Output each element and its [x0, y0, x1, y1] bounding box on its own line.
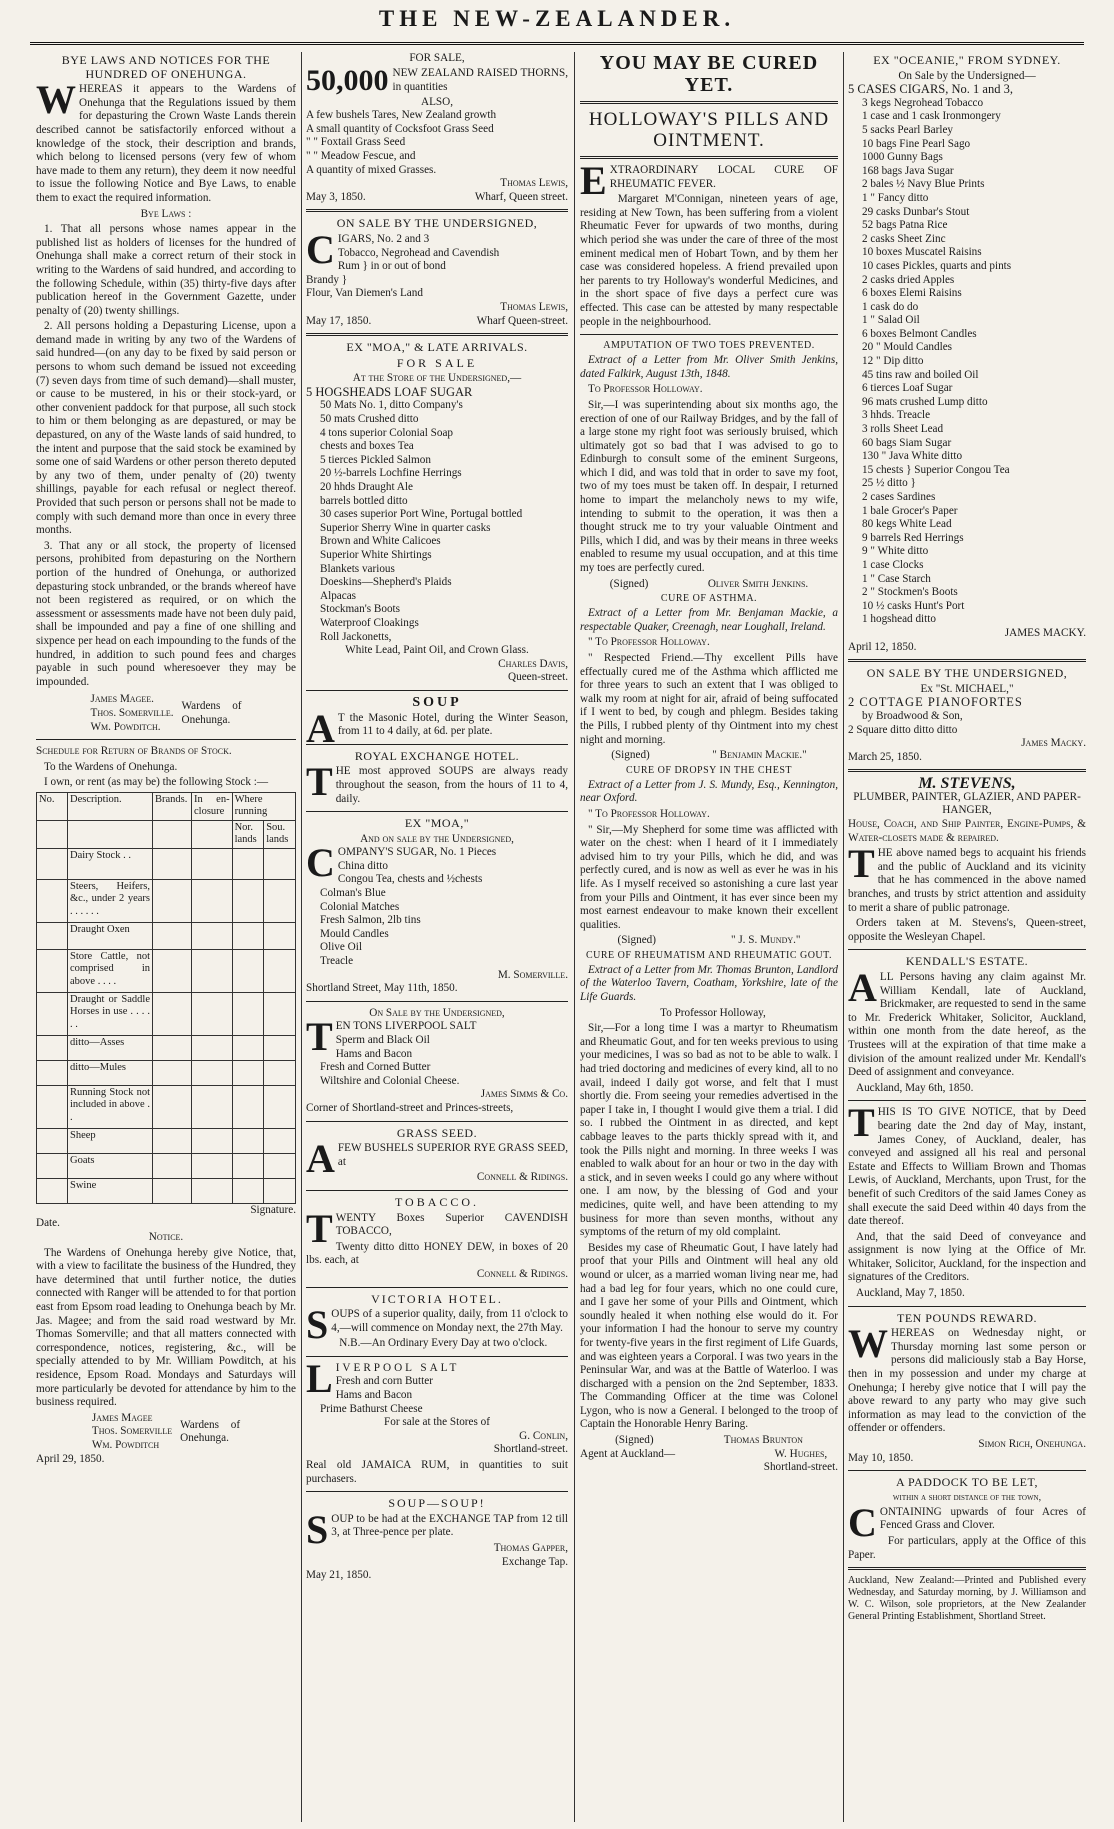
liverpool-salt-ad-2: LIVERPOOL SALT — [306, 1355, 460, 1401]
notice-body: The Wardens of Onehunga hereby give Notice, that, with a view to facilitate the business of the Hundred, they have determined that until further notice, the duties connected with Ranger will be attended to for that portion east from Epsom road leading to Onehunga beach by Mr. Jas. Magee; and from the said road westward by Mr. Thomas Somerville; and that all matters connected with correspondence, notices, registering, &c., will be specially attended to by Mr. William Powditch, at his residence, Epsom Road. Mondays and Saturdays will more particularly be devoted for attendance by him to the business required. — [36, 1246, 296, 1409]
masthead-rule — [30, 42, 1084, 45]
column-1 — [36, 52, 296, 1822]
cigars-heading: 5 CASES CIGARS, No. 1 and 3, — [848, 82, 1013, 97]
bye-law-3: 3. That any or all stock, the property of licensed persons, prohibited from depasturing on the Northern portion of the hundred of Onehunga, or authorized depasturing stock unbranded, or the brands whereof have not been registered as required, or on which the assessment or assessments made have not been duly paid, shall be impounded and pay a fine of one shilling and sixpence per head on each impounding to the funds of the hundred, in addition to such pound fees and charges payable in such pound wheresoever they may be impounded. — [36, 539, 296, 688]
stevens-ad: THE above named begs to acquaint his friends and the public of Auckland and its vicinity that he has commenced in the above named branches, and trusts by strict attention and assiduity to merit a share of public patronage. — [848, 841, 1086, 914]
grass-seed-ad: AFEW BUSHELS SUPERIOR RYE GRASS SEED, at — [306, 1136, 568, 1182]
notice-signature-block: James Magee Thos. Somerville Wm. Powditch Wardens of Onehunga. — [91, 1411, 241, 1451]
schedule-own: I own, or rent (as may be) the following Stock :— — [44, 776, 269, 789]
holloway-subhead: EXTRAORDINARY LOCAL CURE OF RHEUMATIC FEVER. — [580, 158, 838, 203]
table-row: ditto—Asses — [37, 1035, 296, 1060]
schedule-to: To the Wardens of Onehunga. — [44, 760, 178, 773]
bye-law-1: 1. That all persons whose names appear in the published list as holders of licenses for the hundred of Onehunga shall make a correct return of their stock in writing to the Wardens of said hundred, and according to the following Schedule, within (35) thirty-five days after publication hereof in the Government Gazette, under penalty of (20) twenty shillings. — [36, 223, 296, 317]
reward-notice: WHEREAS on Wednesday night, or Thursday morning last some person or persons did maliciously stab a Bay Horse, then in my possession and under my charge at Onehunga; I hereby give notice that I will pay the above reward to any party who may give such information as may lead to the conviction of the offender or offenders. — [848, 1321, 1086, 1435]
victoria-hotel-ad: SOUPS of a superior quality, daily, from 11 o'clock to 4,—will commence on Monday next, the 27th May. — [306, 1302, 568, 1348]
table-signature: Signature. — [250, 1203, 296, 1216]
oceanie-items-list: 3 kegs Negrohead Tobacco 1 case and 1 cask Ironmongery 5 sacks Pearl Barley 10 bags Fine Pearl Sago 1000 Gunny Bags 168 bags Java Sugar 2 bales ½ Navy Blue Prints 1 " Fancy ditto 29 casks Dunbar's Stout 52 bags Patna Rice 2 casks Sheet Zinc 10 boxes Muscatel Raisins 10 cases Pickles, quarts and pints 2 casks dried Apples 6 boxes Elemi Raisins 1 cask do do 1 " Salad Oil 6 boxes Belmont Candles 20 " Mould Candles 12 " Dip ditto 45 tins raw and boiled Oil 6 tierces Loaf Sugar 96 mats crushed Lump ditto 3 hhds. Treacle 3 rolls Sheet Lead 60 bags Siam Sugar 130 " Java White ditto 15 chests } Superior Congou Tea 25 ½ ditto } 2 cases Sardines 1 bale Grocer's Paper 80 kegs White Lead 9 barrels Red Herrings 9 " White ditto 1 case Clocks 1 " Case Starch 2 " Stockmen's Boots 10 ½ casks Hunt's Port 1 hogshead ditto — [862, 96, 1012, 626]
stevens-heading: M. STEVENS, — [918, 775, 1016, 793]
bye-laws-intro: WHEREAS it appears to the Wardens of Onehunga that the Regulations issued by them for depasturing the Crown Waste Lands therein described cannot be satisfactorily enforced without a knowledge of the stock, their description and brands, which belong to licensed persons (very few of whom have made to them any return), they deem it now needful to issue the following Notice and Bye Laws, to enable them to exact the required information. — [36, 77, 296, 204]
liverpool-salt-ad: TEN TONS LIVERPOOL SALT — [306, 1014, 477, 1060]
holloway-headline: YOU MAY BE CURED YET. — [599, 52, 819, 96]
coney-deed-notice: THIS IS TO GIVE NOTICE, that by Deed bearing date the 2nd day of May, instant, James Coney, of Auckland, dealer, has conveyed and assigned all his real and personal Estate and Effects to William Brown and Thomas Lewis, of Auckland, Merchants, upon Trust, for the benefit of such Creditors of the said James Coney as shall execute the said Deed within 40 days from the date thereof. — [848, 1100, 1086, 1228]
company-sugar-ad: COMPANY'S SUGAR, No. 1 Pieces — [306, 840, 497, 886]
column-4: EX "OCEANIE," FROM SYDNEY. On Sale by the Undersigned— 5 CASES CIGARS, No. 1 and 3, 3 kegs Negrohead Tobacco 1 case and 1 cask Ironmongery 5 sacks Pearl Barley 10 bags Fine Pearl Sago 1000 Gunny Bags 168 bags Java Sugar 2 bales ½ Navy Blue Prints 1 " Fancy ditto 29 casks Dunbar's Stout 52 bags Patna Rice 2 casks Sheet Zinc 10 boxes Muscatel Raisins 10 cases Pickles, quarts and pints 2 casks dried Apples 6 boxes Elemi Raisins 1 cask do do 1 " Salad Oil 6 boxes Belmont Candles 20 " Mould Candles 12 " Dip ditto 45 tins raw and boiled Oil 6 tierces Loaf Sugar 96 mats crushed Lump ditto 3 hhds. Treacle 3 rolls Sheet Lead 60 bags Siam Sugar 130 " Java White ditto 15 chests } Superior Congou Tea 25 ½ ditto } 2 cases Sardines 1 bale Grocer's Paper 80 kegs White Lead 9 barrels Red Herrings 9 " White ditto 1 case Clocks 1 " Case Starch 2 " Stockmen's Boots 10 ½ casks Hunt's Port 1 hogshead ditto JAMES MACKY. April 12, 1850. ON SALE BY THE UNDERSIGNED, Ex "St. MICHAEL," 2 COTTAGE PIANOFORTES by Broadwood & Son, 2 Square ditto ditto ditto James Macky. March 25, 1850. M. STEVENS, PLUMBER, PAINTER, GLAZIER, AND PAPER-HANGER, House, Coach, and Ship Painter, Engine-Pumps, & Water-closets made & repaired. THE above named begs to acquaint his friends and the public of Auckland and its vicinity that he has commenced in the above named branches, and trusts by strict attention and assiduity to merit a share of public patronage. Orders taken at M. Stevens's, Queen-street, opposite the Wesleyan Chapel. KENDALL'S ESTATE. ALL Persons having any claim against Mr. William Kendall, late of Auckland, Brickmaker, are requested to send in the same to Mr. Frederick Whitaker, Solicitor, Auckland, within one month from the date hereof, as the Trustees will at the expiration of that time make a division of the amount realized under Mr. Kendall's Deed of assignment and conveyance. Auckland, May 6th, 1850. THIS IS TO GIVE NOTICE, that by Deed bearing date the 2nd day of May, instant, James Coney, of Auckland, dealer, has conveyed and assigned all his real and personal Estate and Effects to William Brown and Thomas Lewis, of Auckland, Merchants, upon Trust, for the benefit of such Creditors of the said James Coney as shall execute the said Deed within 40 days from the date thereof. And, that the said Deed of conveyance and assignment is now lying at the Office of Mr. Whitaker, Solicitor, Auckland, for the inspection and signatures of the Creditors. Auckland, May 7, 1850. TEN POUNDS REWARD. WHEREAS on Wednesday night, or Thursday morning last some person or persons did maliciously stab a Bay Horse, then in my possession and under my charge at Onehunga; I hereby give notice that I will pay the above reward to any party who may give such information as may lead to the conviction of the offender or offenders. Simon Rich, Onehunga. May 10, 1850. A PADDOCK TO BE LET, within a short distance of the town, CONTAINING upwards of four Acres of Fenced Grass and Clover. For particulars, apply at the Office of this Paper. Auckland, New Zealand:—Printed and Published every Wednesday, and Saturday morning, by J. Williamson and W. C. Wilson, sole proprietors, at the New Zealander General Printing Establishment, Shortland Street. — [848, 53, 1086, 1623]
schedule-heading: Schedule for Return of Brands of Stock. — [36, 745, 232, 758]
column-3: YOU MAY BE CURED YET. HOLLOWAY'S PILLS AND OINTMENT. EXTRAORDINARY LOCAL CURE OF RHEUMATIC FEVER. Margaret M'Connigan, nineteen years of age, residing at New Town, has been suffering from a violent Rheumatic Fever for upwards of two months, during which period she was under the care of three of the most eminent medical men of Hobart Town, and by them her case was considered hopeless. A friend prevailed upon her parents to try Holloway's wonderful Medicines, and in the short space of five days a perfect cure was effected. This case can be attested by many respectable people in the neighbourhood. AMPUTATION OF TWO TOES PREVENTED. Extract of a Letter from Mr. Oliver Smith Jenkins, dated Falkirk, August 13th, 1848. To Professor Holloway. Sir,—I was superintending about six months ago, the erection of one of our Railway Bridges, and by the fall of a large stone my right foot was seriously bruised, which ultimately got so bad that I was advised to go to Edinburgh to consult some of the eminent Surgeons, which I did, and was told that in order to save my foot, two of my toes must be taken off. In despair, I returned home to impart the melancholy news to my wife, intending to submit to the operation, it was then a thought struck me to try your valuable Ointment and Pills, which I did, and was by their means in three weeks enabled to resume my usual occupation, and at this time my toes are perfectly cured. (Signed) Oliver Smith Jenkins. CURE OF ASTHMA. Extract of a Letter from Mr. Benjaman Mackie, a respectable Quaker, Creenagh, near Loughall, Ireland. " To Professor Holloway. " Respected Friend.—Thy excellent Pills have effectually cured me of the Asthma which afflicted me for three years to such an extent that I was obliged to walk my room at night for air, afraid of being suffocated if I went to bed, by cough and phlegm. Besides taking the Pills, I rubbed plenty of thy Ointment into my chest night and morning. (Signed) " Benjamin Mackie." CURE OF DROPSY IN THE CHEST Extract of a Letter from J. S. Mundy, Esq., Kennington, near Oxford. " To Professor Holloway. " Sir,—My Shepherd for some time was afflicted with water on the chest: when I heard of it I immediately advised him to try your Pills, which he did, and was perfectly cured, and is now as well as ever he was in his life. As I myself received so astonishing a cure last year from your Pills and Ointment, it has ever since been my most earnest endeavour to make known their excellent qualities. (Signed) " J. S. Mundy." CURE OF RHEUMATISM AND RHEUMATIC GOUT. Extract of a Letter from Mr. Thomas Brunton, Landlord of the Waterloo Tavern, Coatham, Yorkshire, late of the Life Guards. To Professor Holloway, Sir,—For a long time I was a martyr to Rheumatism and Rheumatic Gout, and for ten weeks previous to using your medicines, I was so bad as not to be able to walk. I had tried doctoring and medicines of every kind, all to no avail, indeed I daily got worse, and felt that I must shortly die. From seeing your remedies advertised in the paper I take in, I thought I would give them a trial. I did so. I rubbed the Ointment in as directed, and kept cabbage leaves to the parts thickly spread with it, and took the Pills night and morning. In three weeks I was enabled to walk about for an hour or two in the day with a stick, and in seven weeks I could go any where without one. I am now, by the blessing of God and your medicines, quite well, and have been attending to my business for more than seven months, without any symptoms of the return of my old complaint. Besides my case of Rheumatic Gout, I have lately had proof that your Pills and Ointment will heal any old wound or ulcer, as a married woman living near me, had had a bad leg for four years, which no one could cure, and I gave her some of your Pills and Ointment, which soundly healed it when nothing else would do it. For your information I had the honour to serve my country for twenty-five years in the first regiment of Life Guards, and was eighteen years a Corporal. I was two years in the Peninsular War, and was at the Battle of Waterloo. I was discharged with a pension on the 2nd September, 1833. The Commanding Officer at the time was Colonel Lygon, who is now a General. I belonged to the troop of Captain the Honorable Henry Baring. (Signed) Thomas Brunton Agent at Auckland— W. Hughes, Shortland-street. — [580, 52, 838, 1474]
table-row: Draught Oxen — [37, 922, 296, 949]
table-row: Store Cattle, not comprised in above . . . . — [37, 949, 296, 992]
loaf-sugar-heading: 5 HOGSHEADS LOAF SUGAR — [306, 384, 473, 399]
table-row: ditto—Mules — [37, 1060, 296, 1085]
column-divider — [301, 52, 302, 1822]
printer-imprint: Auckland, New Zealand:—Printed and Published every Wednesday, and Saturday morning, by J. Williamson and W. C. Wilson, sole proprietors, at the New Zealander General Printing Establishment, Shortland Street. — [848, 1575, 1086, 1623]
column-divider — [574, 52, 575, 1822]
column-2: FOR SALE, 50,000 NEW ZEALAND RAISED THORNS, in quantities ALSO, A few bushels Tares, New Zealand growth A small quantity of Cocksfoot Grass Seed " " Foxtail Grass Seed " " Meadow Fescue, and A quantity of mixed Grasses. Thomas Lewis, May 3, 1850. Wharf, Queen street. ON SALE BY THE UNDERSIGNED, CIGARS, No. 2 and 3 Tobacco, Negrohead and Cavendish Rum } in or out of bond Brandy } Flour, Van Diemen's Land Thomas Lewis, May 17, 1850. Wharf Queen-street. EX "MOA," & LATE ARRIVALS. FOR SALE At the Store of the Undersigned,— 5 HOGSHEADS LOAF SUGAR 50 Mats No. 1, ditto Company's 50 mats Crushed ditto 4 tons superior Colonial Soap chests and boxes Tea 5 tierces Pickled Salmon 20 ½-barrels Lochfine Herrings 20 hhds Draught Ale barrels bottled ditto 30 cases superior Port Wine, Portugal bottled Superior Sherry Wine in quarter casks Brown and White Calicoes Superior White Shirtings Blankets various Doeskins—Shepherd's Plaids Alpacas Stockman's Boots Waterproof Cloakings Roll Jackonetts, White Lead, Paint Oil, and Crown Glass. Charles Davis, Queen-street. SOUP A T the Masonic Hotel, during the Winter Season, from 11 to 4 daily, at 6d. per plate. ROYAL EXCHANGE HOTEL. THE most approved SOUPS are always ready throughout the season, from the hours of 11 to 4, daily. EX "MOA," And on sale by the Undersigned, COMPANY'S SUGAR, No. 1 Pieces China ditto Congou Tea, chests and ½chests Colman's Blue Colonial Matches Fresh Salmon, 2lb tins Mould Candles Olive Oil Treacle M. Somerville. Shortland Street, May 11th, 1850. On Sale by the Undersigned, TEN TONS LIVERPOOL SALT Sperm and Black Oil Hams and Bacon Fresh and Corned Butter Wiltshire and Colonial Cheese. James Simms & Co. Corner of Shortland-street and Princes-streets, GRASS SEED. AFEW BUSHELS SUPERIOR RYE GRASS SEED, at Connell & Ridings. TOBACCO. TWENTY Boxes Superior CAVENDISH TOBACCO, Twenty ditto ditto HONEY DEW, in boxes of 20 lbs. each, at Connell & Ridings. VICTORIA HOTEL. SOUPS of a superior quality, daily, from 11 o'clock to 4,—will commence on Monday next, the 27th May. N.B.—An Ordinary Every Day at two o'clock. LIVERPOOL SALT Fresh and corn Butter Hams and Bacon Prime Bathurst Cheese For sale at the Stores of G. Conlin, Shortland-street. Real old JAMAICA RUM, in quantities to suit purchasers. SOUP—SOUP! SOUP to be had at the EXCHANGE TAP from 12 till 3, at Three-pence per plate. Thomas Gapper, Exchange Tap. May 21, 1850. — [306, 52, 568, 1582]
column-divider — [843, 52, 844, 1822]
table-row: Sheep — [37, 1128, 296, 1153]
bye-laws-heading: Bye Laws : — [140, 207, 192, 220]
exchange-tap-soup-ad: SOUP to be had at the EXCHANGE TAP from 12 till 3, at Three-pence per plate. — [306, 1506, 568, 1552]
stock-schedule-table: No. Description. Brands. In en-closure Where running Nor. lands Sou. lands Dairy Stock . . Steers, Heifers, &c., under 2 years . . . . . . Draught Oxen Store Cattle, not comprised in above . . . . Draught or Saddle Horses in use . . . . . . ditto—Asses ditto—Mules Running Stock not included in above . . Sheep Goats Swine — [36, 792, 296, 1204]
table-row: Running Stock not included in above . . — [37, 1085, 296, 1128]
table-row: Draught or Saddle Horses in use . . . . . . — [37, 992, 296, 1035]
table-date: Date. — [36, 1217, 60, 1230]
notice-date: April 29, 1850. — [36, 1452, 105, 1465]
thorns-ad: 50,000 NEW ZEALAND RAISED THORNS, in quantities — [306, 63, 568, 97]
soup-ad: A T the Masonic Hotel, during the Winter Season, from 11 to 4 daily, at 6d. per plate. — [306, 705, 568, 751]
paddock-ad: CONTAINING upwards of four Acres of Fenced Grass and Clover. — [848, 1499, 1086, 1545]
notice-heading: Notice. — [148, 1231, 184, 1244]
moa-items-list: 50 Mats No. 1, ditto Company's 50 mats Crushed ditto 4 tons superior Colonial Soap chests and boxes Tea 5 tierces Pickled Salmon 20 ½-barrels Lochfine Herrings 20 hhds Draught Ale barrels bottled ditto 30 cases superior Port Wine, Portugal bottled Superior Sherry Wine in quarter casks Brown and White Calicoes Superior White Shirtings Blankets various Doeskins—Shepherd's Plaids Alpacas Stockman's Boots Waterproof Cloakings Roll Jackonetts, — [320, 399, 523, 643]
bye-law-2: 2. All persons holding a Depasturing License, upon a demand made in writing by any two of the Wardens of said hundred—(on any day to be fixed by said person or persons to whom such demand be issued not exceeding (7) seven days from time of such demand)—shall muster, or cause to be mustered, in his or their stock-yard, or other convenient paddock for that purpose, all such stock to him or them belonging as are depastured, or may be depastured, on any of the Waste lands of said hundred, to the intent and purpose that the said stock be examined by some one of said Wardens or other person thereto deputed by any two of them, under penalty of (20) twenty shillings, payable for each refusal or neglect thereof. Provided that such person or persons shall not be made to comply with such demand more than once in every three months. — [36, 320, 296, 537]
table-row: Goats — [37, 1153, 296, 1178]
holloway-title: HOLLOWAY'S PILLS AND OINTMENT. — [588, 109, 830, 151]
table-row: Dairy Stock . . — [37, 848, 296, 879]
masthead: THE NEW-ZEALANDER. — [378, 6, 736, 31]
table-row: Swine — [37, 1178, 296, 1203]
wardens-signature-block: James Magee. Thos. Somerville. Wm. Powditch. Wardens of Onehunga. — [90, 693, 242, 733]
table-row: Steers, Heifers, &c., under 2 years . . . . . . — [37, 879, 296, 922]
kendall-estate-notice: ALL Persons having any claim against Mr. William Kendall, late of Auckland, Brickmaker, are requested to send in the same to Mr. Frederick Whitaker, Solicitor, Auckland, within one month from the date hereof, as the Trustees will at the expiration of that time make a division of the amount realized under Mr. Kendall's Deed of assignment and conveyance. — [848, 965, 1086, 1079]
royal-exchange-ad: THE most approved SOUPS are always ready throughout the season, from the hours of 11 to 4, daily. — [306, 759, 568, 805]
pianofortes-heading: 2 COTTAGE PIANOFORTES — [848, 695, 1023, 710]
tobacco-ad: TWENTY Boxes Superior CAVENDISH TOBACCO, — [306, 1205, 568, 1251]
cigars-ad: CIGARS, No. 2 and 3 Tobacco, Negrohead and Cavendish Rum } in or out of bond Brandy } Flour, Van Diemen's Land — [306, 226, 500, 300]
bye-laws-title: BYE LAWS AND NOTICES FOR THE HUNDRED OF ONEHUNGA. — [61, 53, 271, 81]
